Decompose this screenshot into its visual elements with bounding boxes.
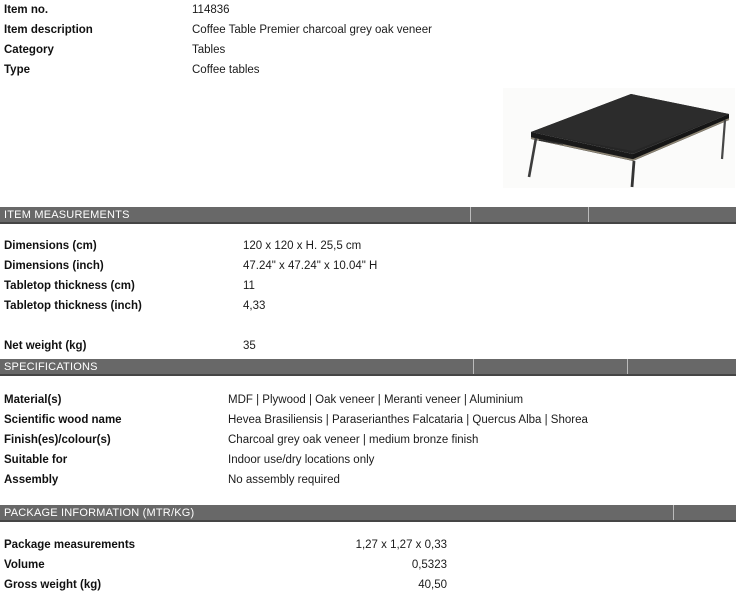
row-label: Gross weight (kg)	[4, 579, 102, 591]
product-info-block	[0, 0, 736, 80]
row-label: Assembly	[4, 474, 59, 486]
row-value: 47.24" x 47.24" x 10.04" H	[243, 260, 378, 272]
section-header-specifications	[0, 359, 736, 376]
specification-row	[0, 430, 736, 450]
row-label: Item description	[4, 24, 93, 36]
row-label: Material(s)	[4, 394, 62, 406]
cell-separator	[588, 207, 589, 222]
row-value: Hevea Brasiliensis | Paraserianthes Falcataria | Quercus Alba | Shorea	[228, 414, 588, 426]
row-label: Package measurements	[4, 539, 136, 551]
row-label: Finish(es)/colour(s)	[4, 434, 111, 446]
row-value: 0,5323	[411, 559, 447, 571]
row-value: MDF | Plywood | Oak veneer | Meranti veneer | Aluminium	[228, 394, 524, 406]
spacer-row	[0, 316, 736, 336]
row-value: Indoor use/dry locations only	[228, 454, 375, 466]
info-row	[0, 60, 736, 80]
row-value: Tables	[192, 44, 226, 56]
measurements-block	[0, 236, 736, 356]
row-value: 4,33	[243, 300, 266, 312]
cell-separator	[470, 207, 471, 222]
row-label: Tabletop thickness (cm)	[4, 280, 135, 292]
row-label: Suitable for	[4, 454, 68, 466]
row-label: Volume	[4, 559, 45, 571]
row-value: 35	[243, 340, 256, 352]
info-row	[0, 20, 736, 40]
specification-row	[0, 450, 736, 470]
measurement-row	[0, 256, 736, 276]
row-label: Tabletop thickness (inch)	[4, 300, 142, 312]
row-label: Net weight (kg)	[4, 340, 87, 352]
specification-row	[0, 470, 736, 490]
info-row	[0, 40, 736, 60]
row-label: Dimensions (inch)	[4, 260, 104, 272]
row-value: No assembly required	[228, 474, 340, 486]
product-photo	[503, 88, 735, 188]
row-label: Scientific wood name	[4, 414, 122, 426]
row-value: 114836	[192, 4, 230, 16]
row-value: Charcoal grey oak veneer | medium bronze finish	[228, 434, 479, 446]
row-label	[0, 316, 243, 336]
row-label: Dimensions (cm)	[4, 240, 97, 252]
cell-separator	[673, 505, 674, 520]
section-title: ITEM MEASUREMENTS	[4, 209, 130, 221]
row-value: Coffee tables	[192, 64, 260, 76]
info-row	[0, 0, 736, 20]
row-label: Item no.	[4, 4, 49, 16]
cell-separator	[627, 359, 628, 374]
measurement-row	[0, 336, 736, 356]
measurement-row	[0, 296, 736, 316]
row-value: 11	[243, 280, 255, 292]
package-row	[0, 555, 736, 575]
measurement-row	[0, 236, 736, 256]
section-header-item-measurements	[0, 207, 736, 224]
row-value: 40,50	[418, 579, 447, 591]
row-label: Type	[4, 64, 30, 76]
section-title: PACKAGE INFORMATION (MTR/KG)	[4, 507, 195, 519]
specification-row	[0, 390, 736, 410]
package-row	[0, 575, 736, 592]
section-header-package-information	[0, 505, 736, 522]
measurement-row	[0, 276, 736, 296]
coffee-table-illustration	[503, 88, 735, 188]
row-value: 120 x 120 x H. 25,5 cm	[243, 240, 362, 252]
cell-separator	[473, 359, 474, 374]
section-title: SPECIFICATIONS	[4, 361, 98, 373]
specification-row	[0, 410, 736, 430]
package-row	[0, 535, 736, 555]
row-value: 1,27 x 1,27 x 0,33	[355, 539, 447, 551]
row-label: Category	[4, 44, 54, 56]
specifications-block	[0, 390, 736, 490]
package-block	[0, 535, 736, 592]
row-value: Coffee Table Premier charcoal grey oak veneer	[192, 24, 432, 36]
